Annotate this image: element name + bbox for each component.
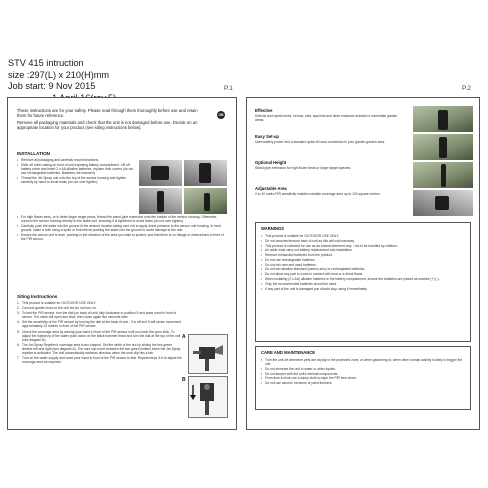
feature-adjustable-area: Adjustable Area 0 to 10 metre PIR sensitivity enables variable coverage area up to 100 square metres. [255, 186, 381, 196]
feature-photo-setup [413, 134, 473, 160]
diagram-b-label: B [182, 377, 186, 383]
installation-list [17, 158, 139, 186]
list-item: 7. Turn on the water supply and wave your hand in front of the PIR sensor to test. Repeat steps 3-6 to adjust the coverage area as required. [17, 356, 182, 365]
instruction-page-2 [246, 97, 480, 430]
install-photo-garden [184, 188, 227, 214]
gb-language-badge: GB [218, 113, 224, 117]
care-list [261, 358, 465, 385]
dial-adjust-illustration [189, 377, 227, 417]
list-item: 5. Check the coverage area by waving your hand in front of the PIR sensor until you hear the open click. To adjust the trajectory of the water push down on the black hammer head and turn the dial at the top of the unit (see diagram B). [17, 329, 181, 342]
page-number-1: P.1 [224, 85, 233, 92]
install-photo-sprayer [184, 160, 227, 186]
intro-paragraph-2: Remove all packaging materials and check that the unit is not damaged before use. Decide on an appropriate location for your product (see siting instructions below). [17, 120, 198, 131]
feature-effective: Effective Detects and repels foxes, herons, cats, squirrels and other nuisance animals in vulnerable garden areas. [255, 108, 398, 122]
feature-photo-effective [413, 106, 473, 132]
list-item: • Carefully push the stake into the ground in the desired location taking care not to apply direct pressure to the sensor unit housing. In hard ground, make a hole using a spike or fork before pushing the stake into the ground to avoid damage to the unit. [21, 224, 229, 232]
list-item: • Do not immerse the unit in water or other liquids. [265, 367, 465, 371]
header-size: size :297(L) x 210(H)mm [8, 69, 110, 80]
warnings-box [255, 222, 471, 342]
care-maintenance-box [255, 346, 471, 410]
page-number-2: P.2 [462, 85, 471, 92]
warnings-list [261, 234, 465, 291]
list-item: • Turn the unit off whenever pets are at play in the protected zone, or when gardening or, when other human activity is likely to trigger the unit. [265, 358, 465, 366]
install-photo-battery [139, 160, 182, 186]
list-item: • Do not tamper with the unit's internal components. [265, 372, 465, 376]
feature-easy-setup: Easy Set-up Uses battery power and a standard quick-fit hose connection in your garden garden area. [255, 134, 386, 144]
diagram-a-label: A [182, 334, 186, 340]
list-item: 4. Set the sensitivity of the PIR sensor by turning the dial at the back of unit - 0 is off and 9 will sense movement approximately 12 metres in front of the PIR sensor. [17, 320, 182, 329]
list-item: • Ensure the sensor unit is level, pointing in the direction of the area you wish to protect, and that there is no foliage or obstructions in front of the PIR sensor. [21, 233, 229, 241]
siting-heading: Siting Instructions [17, 294, 58, 299]
list-item: 1. This product is suitable for OUTDOOR USE ONLY. [17, 301, 97, 305]
list-item: • Remove exhausted batteries from the product. [265, 253, 465, 257]
sprinkler-head-illustration [189, 335, 227, 373]
installation-heading: INSTALLATION [17, 151, 51, 156]
feature-photo-height [413, 162, 473, 188]
list-item: • From time to time use a damp cloth to wipe the PIR lens clean. [265, 376, 465, 380]
install-photo-stake [139, 188, 182, 214]
list-item: • Do not allow any part to come in contact with heat or a direct flame. [265, 272, 465, 276]
list-item: • For high flower beds, or to deter larger target pests, thread the stand-pipe extension onto the bottom of the sensor housing. Otherwise, connect the sensor housing directly to the stake unit, ensuring it is tightened to avoid leaks (do not over tighten). [21, 215, 229, 223]
list-item: • Only the recommended batteries should be used. [265, 282, 465, 286]
diagram-a [188, 334, 228, 374]
list-item: • Do not unscrew/remove back of unit as this will void warranty. [265, 239, 465, 243]
list-item: 3. To test the PIR sensor, turn the dial (on back of unit) fully clockwise to position 9 and wave hand in front of sensor. The valve will open and click, then close again five seconds later. [17, 311, 177, 320]
feature-optional-height: Optional Height Stand pipe extension for high flower beds or larger target species. [255, 160, 352, 170]
siting-list [17, 301, 182, 365]
list-item: • Do not mix alkaline standard (carbon-zinc) or rechargeable batteries. [265, 267, 465, 271]
list-item: • If any part of the unit is damaged you should stop using it immediately. [265, 287, 465, 291]
header-job-start: Job start: 9 Nov 2015 [8, 81, 96, 92]
list-item: • Remove all packaging and carefully read instructions. [21, 158, 139, 162]
feature-photo-area [413, 190, 473, 216]
installation-list-continued [17, 215, 229, 243]
diagram-b [188, 376, 228, 418]
list-item: • Thread the Jet-Spray unit onto the top of the sensor housing and tighten carefully by hand to avoid leaks (do not over tighten). [21, 176, 139, 184]
list-item: • Do not use rechargeable batteries. [265, 258, 465, 262]
list-item: • Slide off outer casing on front of unit exposing battery compartment. Lift off battery cover and insert 2 x AA alkaline batteries, replace both covers (do not use rechargeable batteries. Batteries not included). [21, 163, 139, 175]
warnings-heading: WARNINGS [261, 226, 285, 231]
intro-text [17, 108, 205, 132]
intro-paragraph-1: These instructions are for your safety. Please read through them thoroughly before use and retain them for future reference. [17, 108, 198, 119]
header-title: STV 415 intruction [8, 58, 84, 68]
list-item: • Do not mix new and used batteries. [265, 263, 465, 267]
list-item: • An adult must carry out battery replacement and installation. [265, 248, 465, 252]
list-item: • This product is intended for use as an animal deterrent only - not to be handled by children. [265, 244, 465, 248]
list-item: • When installing (2 x AA) alkaline batteries in the battery compartment, ensure the batteries are placed as marked (+) (-). [265, 277, 465, 281]
list-item: 6. The Jet-Spray Repeller's coverage area is arc-shaped. Set the width of the arc by sliding the two green limiters left and right (see diagram A). The sure clip move between the two green limiters when the Jet-Spray repeller is activated. The unit automatically switches direction when the sure clip hits a tab. [17, 342, 181, 356]
instruction-page-1 [7, 97, 237, 430]
list-item: • This product is suitable for OUTDOOR USE ONLY. [265, 234, 465, 238]
care-heading: CARE AND MAINTENANCE [261, 350, 316, 355]
list-item: 2. Connect garden hose to the unit but do not turn on. [17, 306, 97, 311]
list-item: • Do not use alcohol, benzene or paint thinners. [265, 381, 465, 385]
